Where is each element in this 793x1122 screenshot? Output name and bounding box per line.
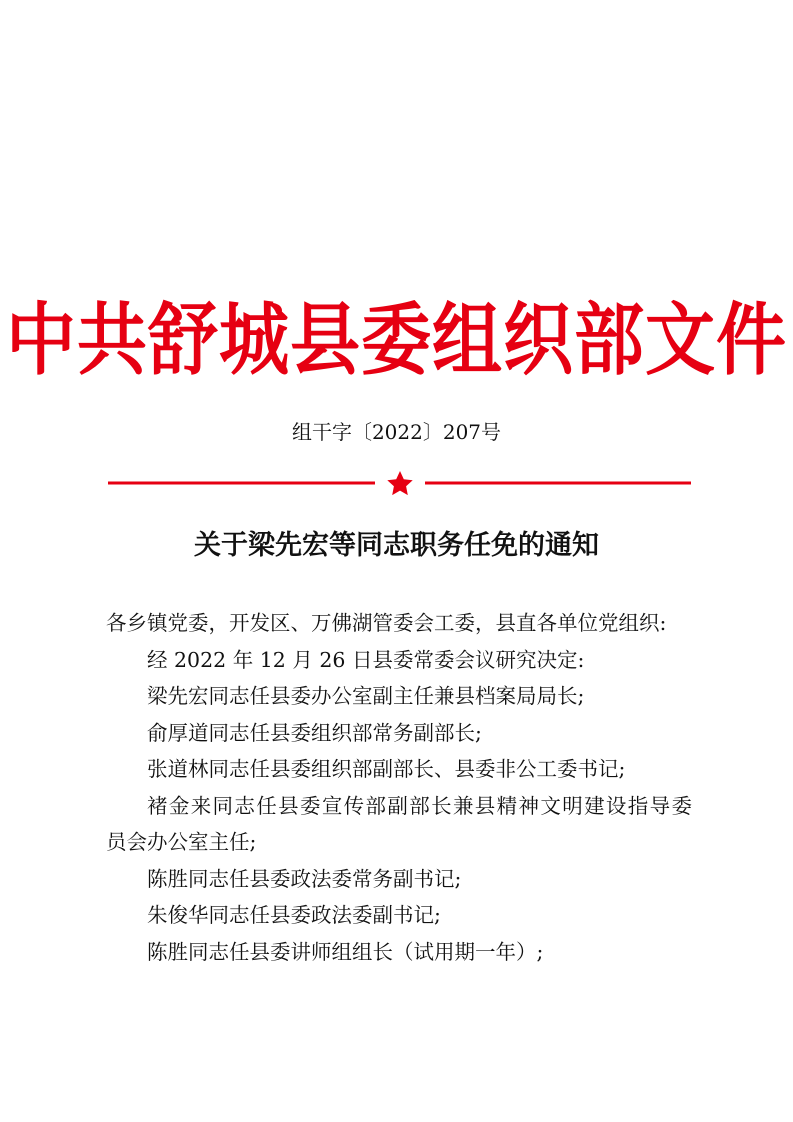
appointment-item: 俞厚道同志任县委组织部常务副部长;	[147, 720, 482, 745]
document-body	[106, 605, 692, 970]
star-icon	[387, 471, 412, 495]
document-header-title: 中共舒城县委组织部文件	[6, 294, 787, 387]
appointment-item: 陈胜同志任县委政法委常务副书记;	[147, 866, 462, 891]
red-divider	[0, 470, 793, 496]
appointment-item: 陈胜同志任县委讲师组组长（试用期一年）;	[147, 939, 544, 964]
appointment-item: 张道林同志任县委组织部副部长、县委非公工委书记;	[147, 757, 626, 781]
document-number: 组干字〔2022〕207号	[291, 420, 502, 444]
appointment-item-wrapped-first: 褚金来同志任县委宣传部副部长兼县精神文明建设指导委	[147, 793, 692, 818]
appointment-item-wrapped-second: 员会办公室主任;	[106, 830, 257, 854]
appointment-item: 梁先宏同志任县委办公室副主任兼县档案局局长;	[147, 684, 585, 708]
recipient-line: 各乡镇党委，开发区、万佛湖管委会工委，县直各单位党组织:	[106, 611, 667, 635]
document-title: 关于梁先宏等同志职务任免的通知	[194, 530, 599, 561]
intro-line: 经 2022 年 12 月 26 日县委常委会议研究决定:	[147, 647, 585, 672]
appointment-item: 朱俊华同志任县委政法委副书记;	[147, 903, 441, 927]
